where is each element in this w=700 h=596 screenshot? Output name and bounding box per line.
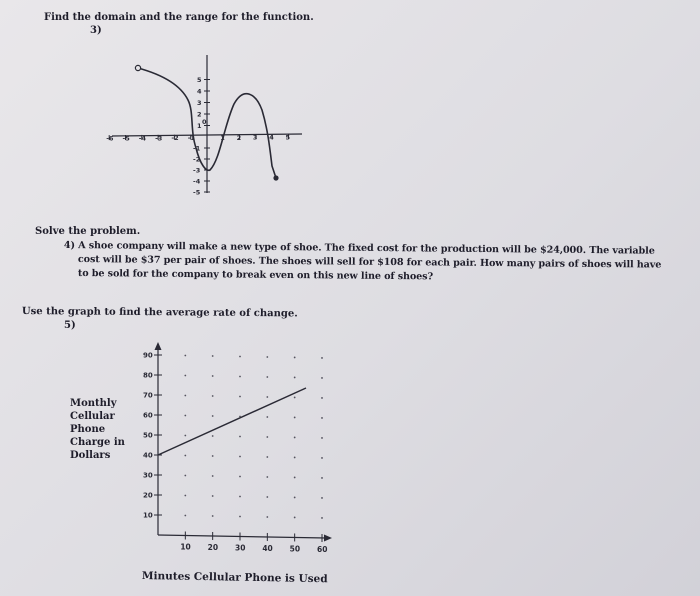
p3-x-tick-label: 1: [220, 133, 225, 142]
p5-grid-dot: [321, 437, 323, 439]
p5-grid-dot: [266, 516, 268, 518]
p5-grid-dot: [212, 355, 214, 357]
p5-grid-dot: [239, 516, 241, 518]
p5-grid-dot: [266, 396, 268, 398]
p5-y-tick-label: 70: [143, 391, 153, 400]
p5-grid-dot: [321, 517, 323, 519]
p5-grid-dot: [321, 497, 323, 499]
p5-x-tick-label: 30: [235, 543, 246, 553]
p5-x-tick-label: 50: [289, 544, 301, 554]
p3-x-tick-label: 2: [236, 133, 242, 142]
problem-4-line-2: cost will be $37 per pair of shoes. The shoes will sell for $108 for each pair. How many pairs of shoes will have: [77, 254, 662, 271]
p3-x-tick-label: -4: [138, 134, 147, 143]
p5-grid-dot: [212, 415, 214, 417]
p5-grid-dot: [184, 495, 186, 497]
p5-grid-dot: [266, 436, 268, 438]
p5-grid-dot: [184, 515, 186, 517]
p5-y-tick-label: 50: [143, 431, 153, 440]
p3-origin-label: 0: [202, 118, 207, 126]
p3-y-tick-label: 1: [197, 122, 202, 130]
p5-ylabel-line-1: Monthly: [70, 398, 117, 409]
section-solve-title: Solve the problem.: [35, 226, 141, 237]
p5-grid-dot: [184, 455, 186, 457]
p5-grid-dot: [321, 477, 323, 479]
problem-4-line-3: to be sold for the company to break even on this new line of shoes?: [77, 268, 434, 283]
p5-grid-dot: [294, 457, 296, 459]
p5-grid-dot: [266, 356, 268, 358]
p3-x-tick-label: -2: [171, 134, 179, 143]
p5-grid-dot: [239, 436, 241, 438]
p5-grid-dot: [212, 455, 214, 457]
p3-y-tick-label: 4: [197, 87, 202, 96]
p3-x-tick-label: -3: [155, 134, 163, 143]
p5-grid-dot: [184, 355, 186, 357]
p3-x-tick-label: 4: [269, 133, 274, 142]
problem-4-line-1: 4) A shoe company will make a new type of shoe. The fixed cost for the production will be $24,000. The variable: [63, 240, 655, 257]
p5-x-axis-arrow: [324, 535, 332, 542]
section-graph-title: Use the graph to find the average rate of change.: [21, 306, 298, 320]
p5-grid-dot: [266, 416, 268, 418]
p5-ylabel-line-3: Phone: [70, 424, 106, 435]
instruction-domain-range: Find the domain and the range for the function.: [44, 12, 314, 23]
p5-y-tick-label: 40: [143, 451, 153, 460]
p3-y-tick-label: -2: [193, 155, 201, 164]
p5-grid-dot: [266, 376, 268, 378]
p3-x-tick-label: -6: [106, 134, 114, 143]
p5-dotted-grid: [184, 355, 322, 519]
p5-grid-dot: [294, 377, 296, 379]
p5-y-tick-label: 10: [143, 511, 153, 520]
p3-x-tick-label: 3: [252, 133, 258, 142]
p3-y-tick-label: 2: [197, 110, 202, 119]
p5-x-ticks: [180, 531, 327, 553]
p5-x-tick-label: 20: [207, 542, 219, 552]
p5-grid-dot: [212, 435, 214, 437]
p3-x-tick-label: -1: [187, 134, 195, 143]
p5-grid-dot: [239, 456, 241, 458]
p5-grid-dot: [212, 375, 214, 377]
p5-grid-dot: [294, 477, 296, 479]
problem-3-number: 3): [90, 25, 102, 36]
p5-ylabel-line-5: Dollars: [70, 450, 111, 461]
p5-grid-dot: [212, 475, 214, 477]
p5-grid-dot: [184, 475, 186, 477]
p5-y-tick-label: 90: [143, 351, 153, 360]
p5-grid-dot: [239, 476, 241, 478]
p5-grid-dot: [294, 437, 296, 439]
p3-y-tick-label: 3: [197, 99, 202, 107]
p5-y-tick-label: 20: [143, 491, 153, 500]
p5-y-ticks: [143, 352, 162, 520]
p5-grid-dot: [266, 456, 268, 458]
p3-y-tick-label: -5: [193, 188, 201, 197]
p5-grid-dot: [184, 435, 186, 437]
p5-grid-dot: [212, 515, 214, 517]
p5-y-tick-label: 60: [143, 411, 153, 420]
p5-grid-dot: [321, 417, 323, 419]
p5-grid-dot: [239, 496, 241, 498]
p5-grid-dot: [321, 377, 323, 379]
p3-y-tick-label: -3: [193, 166, 201, 175]
p5-grid-dot: [321, 357, 323, 359]
p5-y-tick-label: 30: [143, 471, 153, 480]
p5-grid-dot: [239, 376, 241, 378]
p5-x-axis: [158, 535, 326, 538]
p5-ylabel-line-4: Charge in: [70, 437, 125, 448]
p5-grid-dot: [184, 395, 186, 397]
p5-y-axis-arrow: [155, 342, 162, 350]
p5-y-tick-label: 80: [143, 371, 153, 380]
p5-grid-dot: [294, 497, 296, 499]
p5-grid-dot: [266, 496, 268, 498]
p3-y-tick-label: 5: [197, 76, 202, 84]
p5-grid-dot: [212, 395, 214, 397]
p5-x-tick-label: 10: [180, 542, 191, 552]
p5-x-tick-label: 40: [262, 543, 273, 553]
p5-ylabel-line-2: Cellular: [70, 411, 115, 422]
p5-grid-dot: [321, 397, 323, 399]
p3-y-tick-label: -4: [193, 177, 201, 186]
p5-grid-dot: [294, 397, 296, 399]
problem-5-number: 5): [64, 320, 76, 331]
p5-grid-dot: [294, 357, 296, 359]
p5-grid-dot: [184, 375, 186, 377]
p5-grid-dot: [239, 396, 241, 398]
p5-grid-dot: [294, 517, 296, 519]
p3-x-tick-label: -5: [122, 134, 130, 143]
p3-x-tick-label: 5: [285, 133, 291, 142]
p5-grid-dot: [321, 457, 323, 459]
p5-grid-dot: [184, 415, 186, 417]
p5-x-axis-label: Minutes Cellular Phone is Used: [141, 570, 328, 586]
p5-x-tick-label: 60: [317, 544, 328, 554]
p5-grid-dot: [212, 495, 214, 497]
p5-grid-dot: [294, 417, 296, 419]
p3-y-tick-label: -1: [193, 144, 201, 153]
p5-grid-dot: [266, 476, 268, 478]
p5-series-line: [158, 388, 306, 455]
p5-grid-dot: [239, 356, 241, 358]
